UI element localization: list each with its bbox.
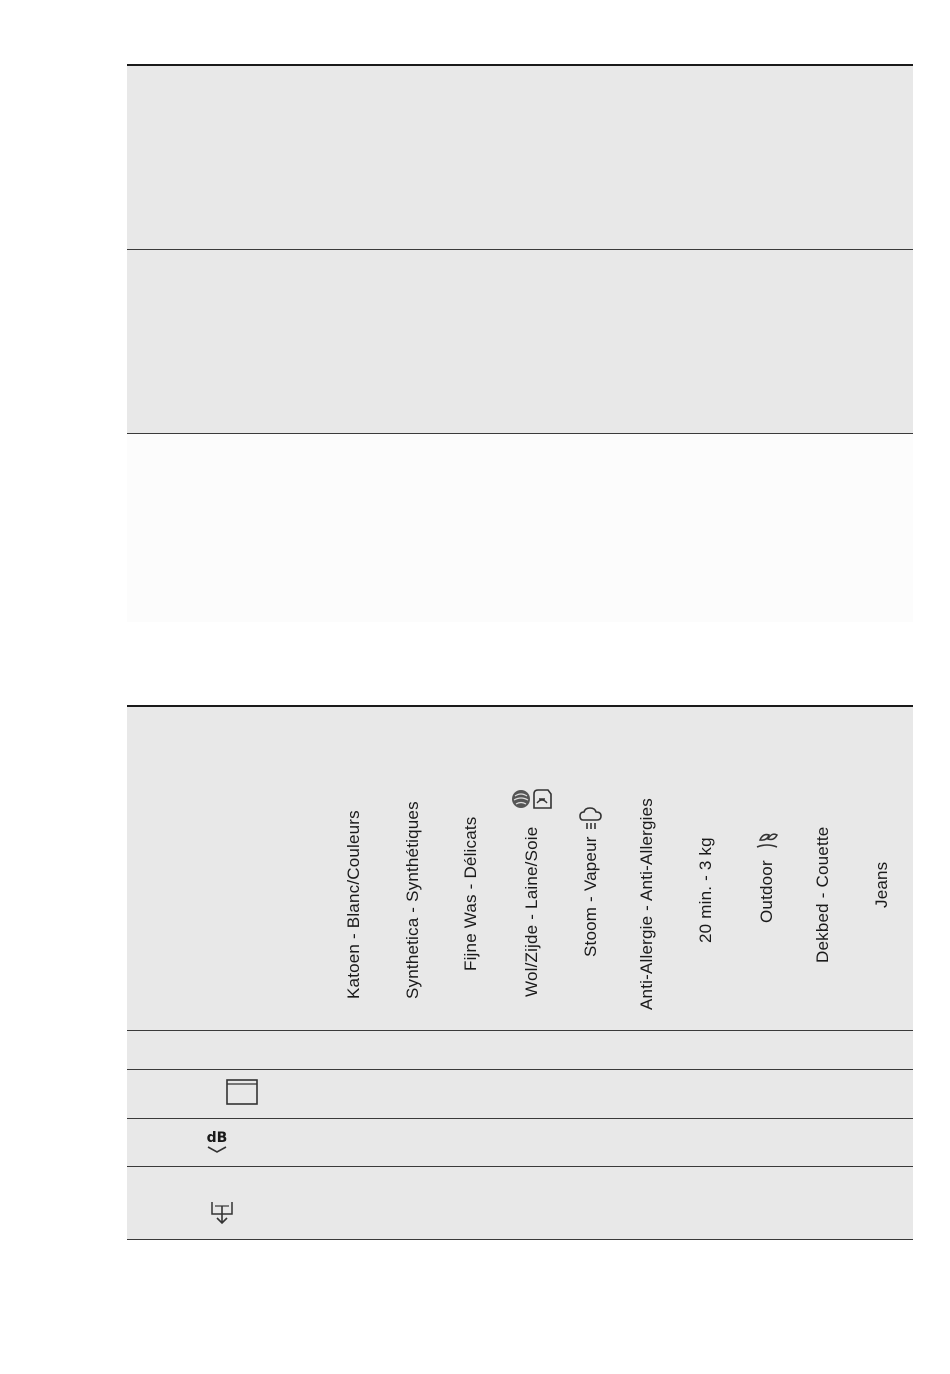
column-header-wol-zijde [519,777,545,997]
column-header-label: Katoen - Blanc/Couleurs [344,810,363,999]
column-header-synthetica [403,801,423,999]
column-header-stoom [579,806,603,957]
column-header-label: Synthetica - Synthétiques [403,801,422,999]
column-header-anti-allergie [637,798,657,1010]
column-header-outdoor [755,828,779,923]
outdoor-icon [754,829,780,853]
option-row-1 [127,1031,913,1069]
column-header-fijne-was [461,816,481,971]
option-row-3 [127,1119,913,1166]
column-header-dekbed [813,827,833,963]
column-header-label: Wol/Zijde - Laine/Soie [522,826,541,997]
drain-icon [209,1198,235,1226]
wool-handwash-icon [510,786,554,812]
column-header-label: Jeans [872,861,891,908]
programme-table-header [127,707,913,1030]
night-silent-icon [203,1127,231,1157]
option-row-4 [127,1167,913,1239]
column-header-label: Fijne Was - Délicats [461,816,480,971]
top-table-row-3 [127,434,913,622]
top-table-row-2 [127,250,913,433]
option-row-2 [127,1070,913,1118]
programme-table-bottom-rule [127,1239,913,1240]
column-header-label: 20 min. - 3 kg [696,837,715,943]
column-header-20-min [696,837,716,943]
column-header-label: Dekbed - Couette [813,826,832,963]
db-label: dB [206,1129,228,1146]
column-header-jeans [872,862,892,908]
prewash-tub-icon [225,1078,259,1106]
column-header-label: Outdoor [757,860,776,923]
column-header-label: Stoom - Vapeur [581,836,600,957]
steam-icon [579,806,603,830]
top-table-row-1 [127,66,913,249]
column-header-label: Anti-Allergie - Anti-Allergies [637,798,656,1010]
column-header-katoen [344,810,364,999]
